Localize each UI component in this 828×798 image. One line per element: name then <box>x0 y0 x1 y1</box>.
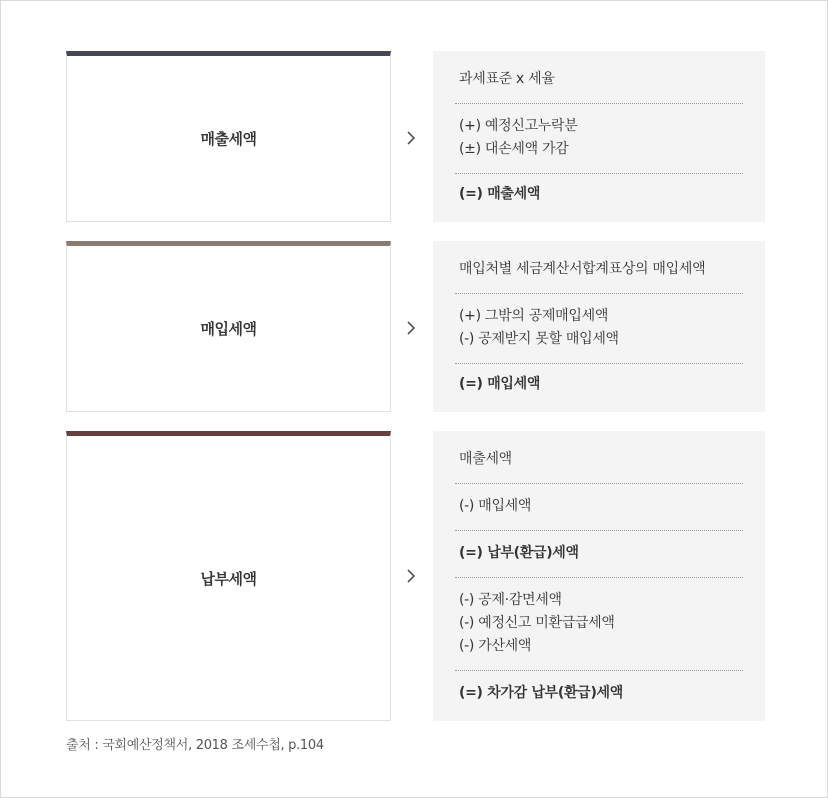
payable-tax-title: 납부세액 <box>200 569 257 588</box>
purchase-tax-formula-panel <box>433 241 765 412</box>
formula-section <box>455 531 743 578</box>
sales-tax-formula-panel <box>433 51 765 222</box>
formula-section <box>455 104 743 174</box>
payable-tax-box <box>66 431 391 721</box>
formula-line: (-) 예정신고 미환급급세액 <box>459 615 615 631</box>
formula-result-line: (=) 차가감 납부(환급)세액 <box>459 685 623 701</box>
row-purchase-tax <box>66 241 766 412</box>
formula-section <box>455 364 743 396</box>
formula-line: (+) 그밖의 공제매입세액 <box>459 308 609 324</box>
formula-line: (+) 예정신고누락분 <box>459 118 578 134</box>
formula-line: (-) 가산세액 <box>459 638 532 654</box>
formula-section <box>455 51 743 104</box>
chevron-right-icon <box>404 569 418 583</box>
formula-line: (±) 대손세액 가감 <box>459 141 569 157</box>
formula-line: (-) 매입세액 <box>459 498 532 514</box>
purchase-tax-title: 매입세액 <box>200 320 257 338</box>
sales-tax-box <box>66 51 391 222</box>
formula-line: (-) 공제·감면세액 <box>459 592 562 608</box>
payable-tax-formula-panel <box>433 431 765 721</box>
chevron-right-icon <box>404 321 418 335</box>
purchase-tax-box <box>66 241 391 412</box>
source-caption: 출처 : 국회예산정책서, 2018 조세수첩, p.104 <box>66 738 324 753</box>
chevron-right-icon <box>404 131 418 145</box>
formula-line: 매출세액 <box>459 451 512 467</box>
row-payable-tax <box>66 431 766 721</box>
formula-result-line: (=) 납부(환급)세액 <box>459 545 579 561</box>
formula-line: (-) 공제받지 못할 매입세액 <box>459 331 619 347</box>
formula-line: 매입처별 세금계산서합계표상의 매입세액 <box>459 261 706 277</box>
row-sales-tax <box>66 51 766 222</box>
formula-section <box>455 578 743 671</box>
formula-section <box>455 671 743 705</box>
formula-result-line: (=) 매출세액 <box>459 186 541 202</box>
formula-result-line: (=) 매입세액 <box>459 376 541 392</box>
formula-section <box>455 294 743 364</box>
formula-section <box>455 484 743 531</box>
formula-section <box>455 174 743 206</box>
formula-section <box>455 431 743 484</box>
sales-tax-title: 매출세액 <box>200 130 257 148</box>
formula-line: 과세표준 x 세율 <box>459 71 555 87</box>
formula-section <box>455 241 743 294</box>
